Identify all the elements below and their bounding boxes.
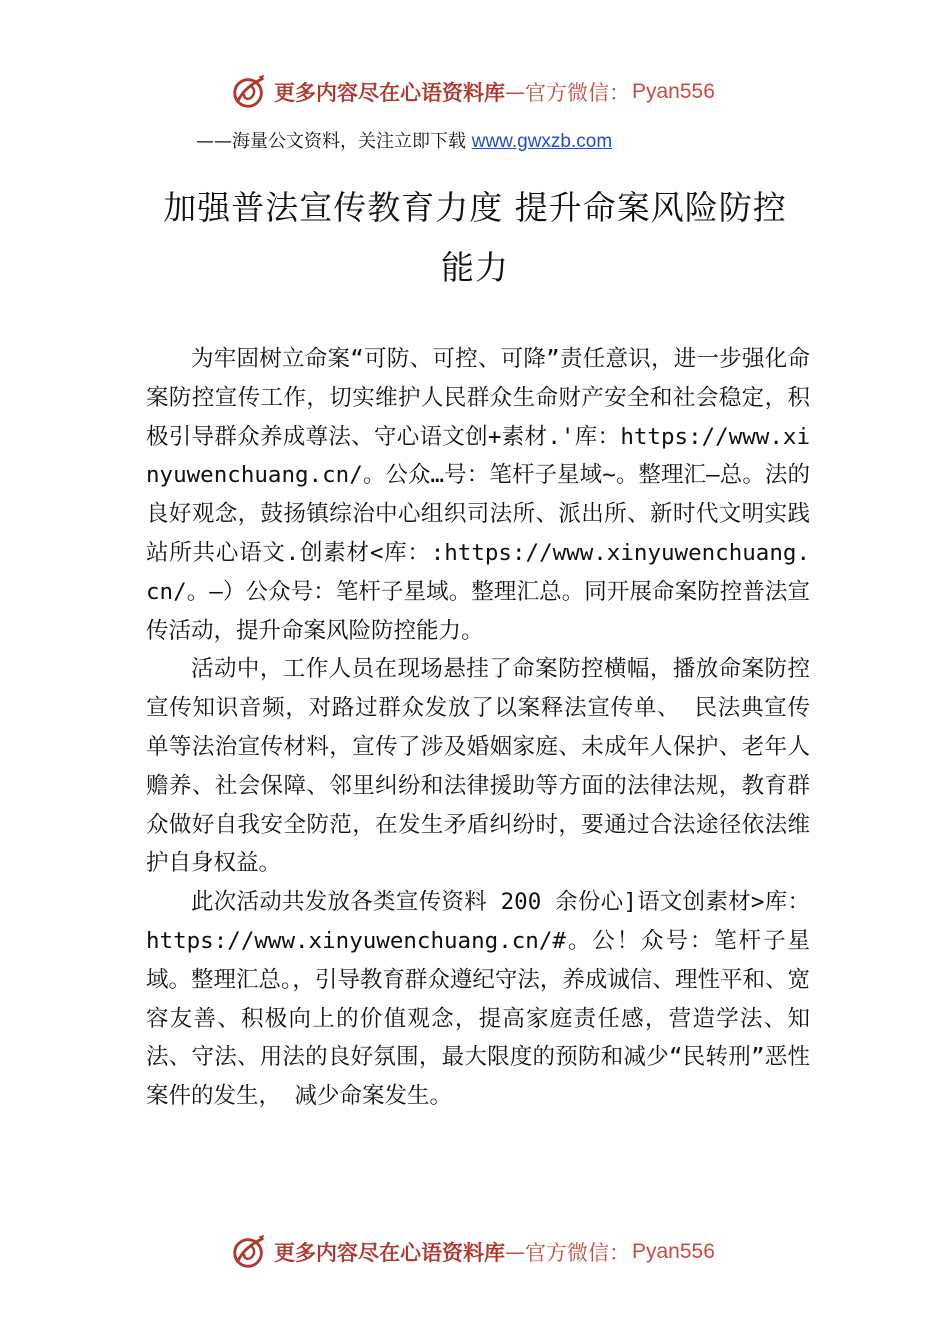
body-paragraph: 为牢固树立命案“可防、可控、可降”责任意识，进一步强化命案防控宣传工作，切实维护人民群众生命财产安全和社会稳定，积极引导群众养成尊法、守心语文创+素材.'库：https://www.xinyuwenchuang.cn/。公众…号：笔杆子星域~。整理汇—总。法的良好观念，鼓扬镇综治中心组织司法所、派出所、新时代文明实践站所共心语文.创素材<库：:https://www.xinyuwenchuang.cn/。—）公众号：笔杆子星域。整理汇总。同开展命案防控普法宣传活动，提升命案风险防控能力。: [146, 346, 810, 644]
brand-logo-icon: [230, 73, 268, 111]
footer-separator: —: [505, 1240, 525, 1264]
document-title: [140, 178, 810, 298]
download-notice-text: ——海量公文资料，关注立即下载: [196, 131, 472, 152]
header-wechat-id: Pyan556: [632, 80, 715, 103]
header-separator: —: [505, 80, 525, 104]
download-notice: [196, 127, 612, 153]
body-paragraph: 此次活动共发放各类宣传资料 200 余份心]语文创素材>库：https://www.xinyuwenchuang.cn/#。公！众号：笔杆子星域。整理汇总。，引导教育群众遵纪守法，养成诚信、理性平和、宽容友善、积极向上的价值观念，提高家庭责任感，营造学法、知法、守法、用法的良好氛围，最大限度的预防和减少“民转刑”恶性案件的发生， 减少命案发生。: [146, 889, 810, 1110]
footer-banner: [230, 1232, 750, 1272]
footer-wechat-id: Pyan556: [632, 1240, 715, 1263]
footer-brand-text: 更多内容尽在心语资料库: [274, 1240, 505, 1265]
header-banner: [230, 72, 750, 112]
document-body: [146, 340, 810, 1116]
title-line-2: 能力: [441, 248, 509, 287]
download-site-link[interactable]: www.gwxzb.com: [471, 131, 613, 152]
header-brand-text: 更多内容尽在心语资料库: [274, 80, 505, 105]
brand-logo-icon: [230, 1233, 268, 1271]
footer-wechat-label: 官方微信：: [525, 1241, 630, 1265]
title-line-1: 加强普法宣传教育力度 提升命案风险防控: [163, 188, 787, 227]
header-wechat-label: 官方微信：: [525, 81, 630, 105]
body-paragraph: 活动中，工作人员在现场悬挂了命案防控横幅，播放命案防控宣传知识音频，对路过群众发放了以案释法宣传单、 民法典宣传单等法治宣传材料，宣传了涉及婚姻家庭、未成年人保护、老年人赡养、社会保障、邻里纠纷和法律援助等方面的法律法规，教育群众做好自我安全防范，在发生矛盾纠纷时，要通过合法途径依法维护自身权益。: [146, 656, 810, 877]
